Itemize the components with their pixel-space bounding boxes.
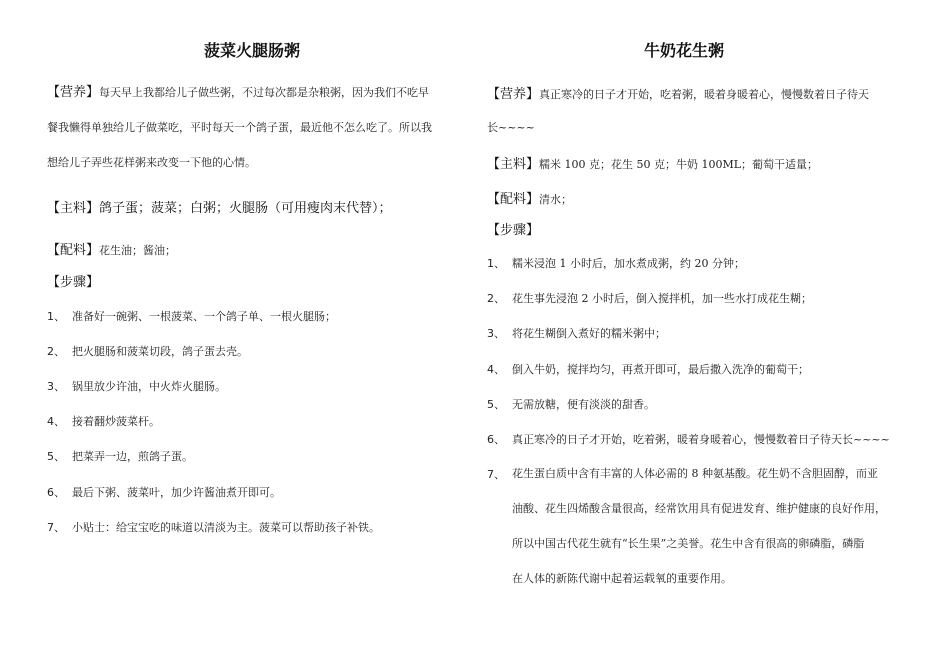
aux-ingredients-label: 【配料】 [47,243,100,258]
step-number: 6、 [47,486,65,499]
nutrition-text-line-1: 真正寒冷的日子才开始，吃着粥，暖着身暖着心，慢慢数着日子待天 [539,88,870,101]
nutrition-text-line-2: 餐我懒得单独给儿子做菜吃，平时每天一个鸽子蛋，最近他不怎么吃了。所以我 [47,121,432,134]
aux-ingredients [47,239,176,258]
step-text: 准备好一碗粥、一根菠菜、一个鸽子单、一根火腿肠； [72,310,336,323]
step-text: 锅里放少许油，中火炸火腿肠。 [72,380,226,393]
nutrition-paragraph [47,81,429,100]
steps-label: 【步骤】 [487,223,540,238]
main-ingredients [487,153,818,172]
step-number: 4、 [487,363,505,376]
aux-ingredients [487,188,572,207]
aux-ingredients-label: 【配料】 [487,192,540,207]
main-ingredients-text: 糯米 100 克；花生 50 克；牛奶 100ML；葡萄干适量； [539,158,819,171]
step-number: 3、 [47,380,65,393]
step-number: 7、 [487,468,505,481]
step-text: 无需放糖，便有淡淡的甜香。 [512,398,655,411]
step-text: 糯米浸泡 1 小时后，加水煮成粥，约 20 分钟； [512,257,745,270]
aux-ingredients-text: 花生油；酱油； [99,244,177,257]
main-ingredients-text: 鸽子蛋；菠菜；白粥；火腿肠（可用瘦肉末代替）； [99,201,392,216]
step-number: 6、 [487,433,505,446]
main-ingredients-label: 【主料】 [487,157,540,172]
step-text-line: 在人体的新陈代谢中起着运载氧的重要作用。 [512,572,732,585]
step-number: 1、 [487,257,505,270]
step-number: 2、 [47,345,65,358]
recipe-title: 牛奶花生粥 [644,41,725,60]
step-text [512,466,912,606]
step-text: 真正寒冷的日子才开始，吃着粥，暖着身暖着心，慢慢数着日子待天长~~~~ [512,433,890,446]
step-number: 1、 [47,310,65,323]
step-number: 3、 [487,327,505,340]
nutrition-text-line-2: 长~~~~ [487,121,535,134]
step-text: 把火腿肠和菠菜切段，鸽子蛋去壳。 [72,345,248,358]
step-number: 4、 [47,415,65,428]
step-text: 最后下粥、菠菜叶，加少许酱油煮开即可。 [72,486,281,499]
nutrition-paragraph [487,83,869,102]
step-number: 5、 [47,450,65,463]
step-text-line: 所以中国古代花生就有“长生果”之美誉。花生中含有很高的卵磷脂，磷脂 [512,537,865,550]
step-text-line: 油酸、花生四烯酸含量很高，经常饮用具有促进发育、维护健康的良好作用， [512,502,886,515]
aux-ingredients-text: 清水； [539,193,573,206]
main-ingredients-label: 【主料】 [47,201,100,216]
main-ingredients [47,197,392,216]
nutrition-text-line-1: 每天早上我都给儿子做些粥，不过每次都是杂粮粥，因为我们不吃早 [99,86,430,99]
step-text: 将花生糊倒入煮好的糯米粥中； [512,327,666,340]
nutrition-label: 【营养】 [487,87,540,102]
step-text: 倒入牛奶，搅拌均匀，再煮开即可，最后撒入洗净的葡萄干； [512,363,809,376]
steps-label: 【步骤】 [47,275,100,290]
step-text: 接着翻炒菠菜杆。 [72,415,160,428]
step-number: 2、 [487,292,505,305]
recipe-title: 菠菜火腿肠粥 [204,41,301,60]
step-number: 7、 [47,521,65,534]
step-text: 小贴士：给宝宝吃的味道以清淡为主。菠菜可以帮助孩子补铁。 [72,521,380,534]
step-text-line: 花生蛋白质中含有丰富的人体必需的 8 种氨基酸。花生奶不含胆固醇，而亚 [512,467,878,480]
nutrition-text-line-3: 想给儿子弄些花样粥来改变一下他的心情。 [47,156,256,169]
step-text: 把菜弄一边，煎鸽子蛋。 [72,450,193,463]
step-number: 5、 [487,398,505,411]
step-text: 花生事先浸泡 2 小时后，倒入搅拌机，加一些水打成花生糊； [512,292,812,305]
nutrition-label: 【营养】 [47,85,100,100]
